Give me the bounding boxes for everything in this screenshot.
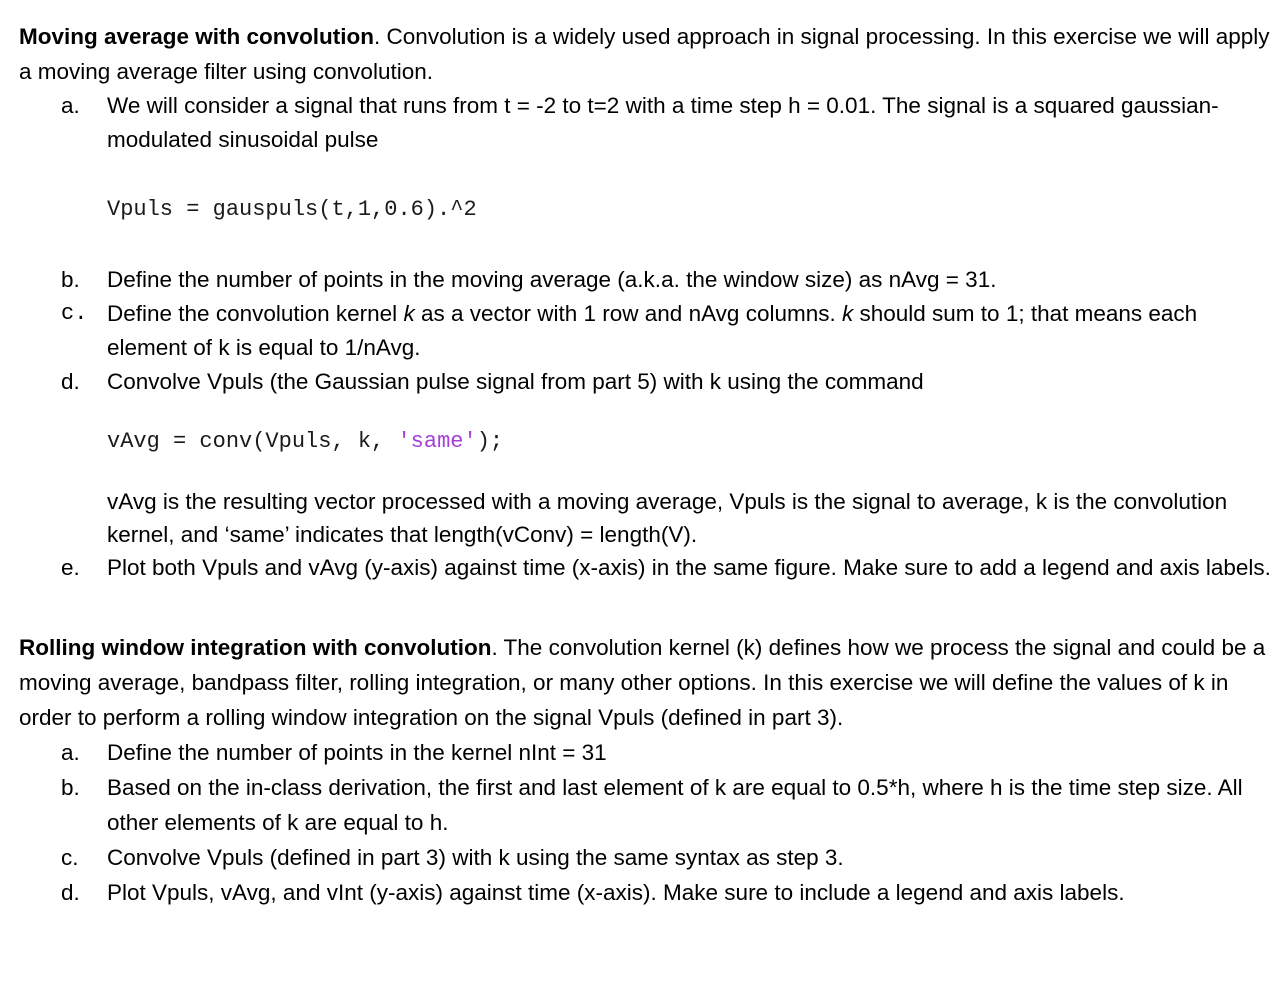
list-item-text: Based on the in-class derivation, the first and last element of k are equal to 0.5*h, where h is the time step size. All other elements of k are equal to h. [107, 775, 1243, 835]
list-item-e [19, 551, 1281, 584]
list-item-d [19, 365, 1281, 399]
list-marker: d. [61, 880, 80, 905]
list-item-a [19, 89, 1281, 157]
document-page [19, 19, 1281, 910]
text-fragment: should sum to 1; that means each element of k is equal to 1/nAvg. [107, 301, 1198, 360]
list-item-text: vAvg is the resulting vector processed with a moving average, Vpuls is the signal to average, k is the convolution kernel, and ‘same’ indicates that length(vConv) = length(V). [107, 489, 1228, 547]
kernel-symbol: k [403, 301, 415, 326]
list-item-b [19, 770, 1281, 840]
text-fragment: Define the convolution kernel [107, 301, 404, 326]
list-item-d-explanation [19, 485, 1281, 551]
section-rolling-integration [19, 630, 1281, 910]
list-item-text: Define the number of points in the kernel nInt = 31 [107, 740, 607, 765]
code-rhs: gauspuls(t,1,0.6).^2 [212, 197, 477, 222]
list-item-text: We will consider a signal that runs from t = -2 to t=2 with a time step h = 0.01. The signal is a squared gaussian-modulated sinusoidal pulse [107, 93, 1219, 152]
list-marker: b. [61, 775, 80, 800]
intro-text: . Convolution is a widely used approach in signal processing. In this exercise we will apply a moving average filter using convolution. [19, 24, 1270, 84]
list-marker: d. [61, 369, 80, 394]
list-marker: c. [61, 845, 79, 870]
list-item-text: Plot Vpuls, vAvg, and vInt (y-axis) against time (x-axis). Make sure to include a legend and axis labels. [107, 880, 1125, 905]
section-intro [19, 19, 1281, 89]
section-title: Moving average with convolution [19, 24, 375, 49]
text-fragment: as a vector with 1 row and nAvg columns. [414, 301, 842, 326]
section-intro [19, 630, 1281, 735]
code-eq: = [159, 429, 200, 454]
list-item-d [19, 875, 1281, 910]
list-item-text: Define the number of points in the moving average (a.k.a. the window size) as nAvg = 31. [107, 267, 997, 292]
section-moving-average [19, 19, 1281, 584]
list-item-text: Plot both Vpuls and vAvg (y-axis) against time (x-axis) in the same figure. Make sure to add a legend and axis labels. [107, 555, 1271, 580]
list-item-b [19, 263, 1281, 297]
list-marker: a. [61, 93, 80, 118]
code-string: 'same' [397, 429, 477, 454]
list-item-text [107, 301, 1197, 360]
intro-text: . The convolution kernel (k) defines how we process the signal and could be a moving average, bandpass filter, rolling integration, or many other options. In this exercise we will define the values of k in order to perform a rolling window integration on the signal Vpuls (defined in part 3). [19, 635, 1266, 730]
list-item-c [19, 840, 1281, 875]
code-eq: = [173, 197, 213, 222]
code-end: ); [476, 429, 504, 454]
code-block-vpuls [19, 193, 1281, 227]
list-marker: a. [61, 740, 80, 765]
list-marker: e. [61, 555, 80, 580]
code-lhs: Vpuls [107, 197, 174, 222]
list-marker: b. [61, 267, 80, 292]
list-item-a [19, 735, 1281, 770]
list-marker: c. [61, 301, 88, 326]
code-lhs: vAvg [107, 429, 160, 454]
section-title: Rolling window integration with convolution [19, 635, 492, 660]
list-item-text: Convolve Vpuls (defined in part 3) with k using the same syntax as step 3. [107, 845, 844, 870]
code-block-conv [19, 425, 1281, 459]
list-item-c [19, 297, 1281, 365]
kernel-symbol: k [841, 301, 854, 326]
list-item-text: Convolve Vpuls (the Gaussian pulse signal from part 5) with k using the command [107, 369, 924, 394]
code-call: conv(Vpuls, k, [199, 429, 398, 454]
